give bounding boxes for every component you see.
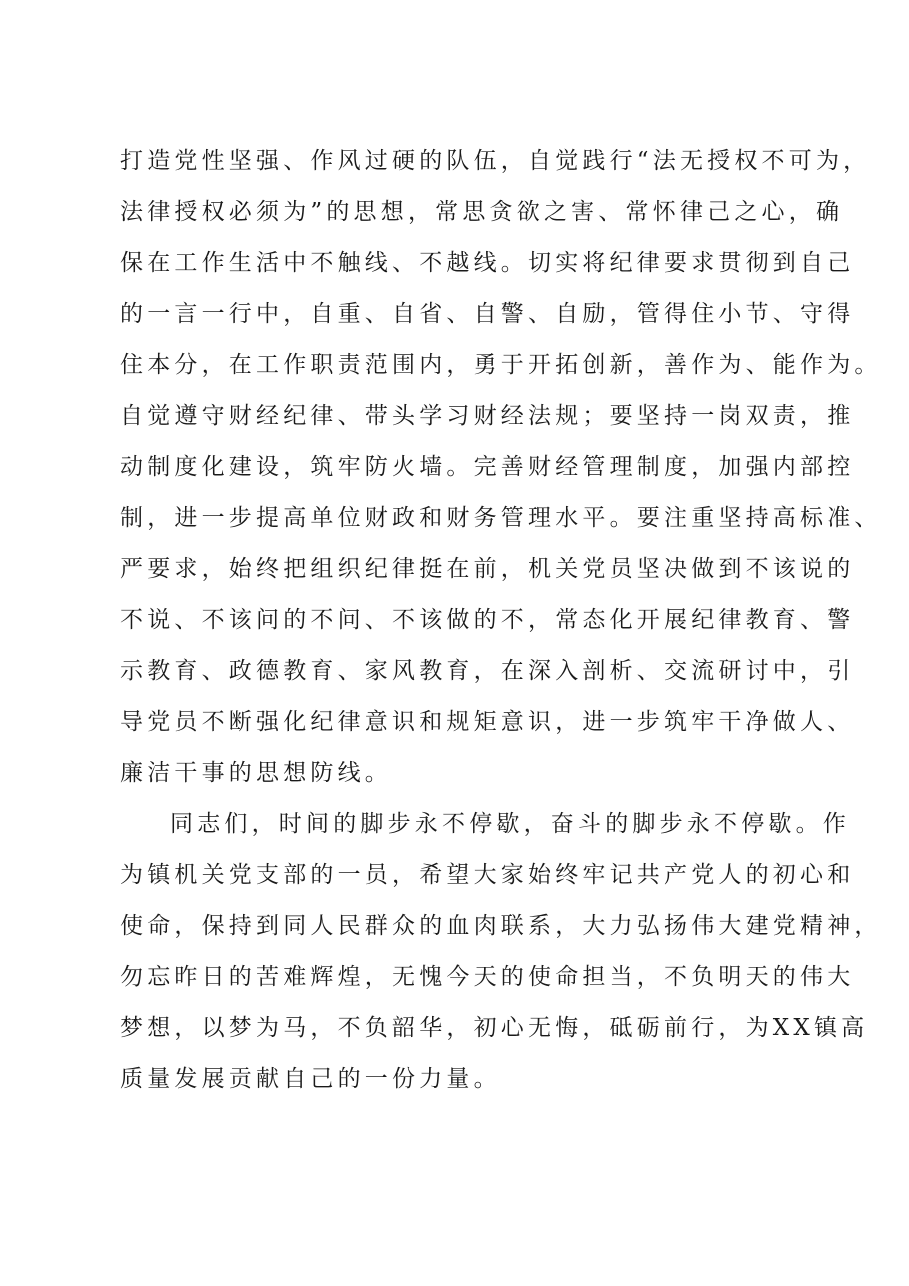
- paragraph-line: 法律授权必须为”的思想，常思贪欲之害、常怀律己之心，确: [120, 199, 844, 225]
- paragraph-line: 动制度化建设，筑牢防火墙。完善财经管理制度，加强内部控: [120, 454, 855, 480]
- paragraph-line: 质量发展贡献自己的一份力量。: [120, 1066, 501, 1092]
- paragraph-line: 梦想，以梦为马，不负韶华，初心无悔，砥砺前行，为XX镇高: [120, 1015, 869, 1041]
- paragraph-line: 的一言一行中，自重、自省、自警、自励，管得住小节、守得: [120, 301, 855, 327]
- document-body: [120, 136, 882, 1105]
- paragraph-line: 导党员不断强化纪律意识和规矩意识，进一步筑牢干净做人、: [120, 709, 855, 735]
- paragraph-line: 示教育、政德教育、家风教育，在深入剖析、交流研讨中，引: [120, 658, 855, 684]
- paragraph-line: 住本分，在工作职责范围内，勇于开拓创新，善作为、能作为。: [120, 352, 882, 378]
- paragraph-line: 勿忘昨日的苦难辉煌，无愧今天的使命担当，不负明天的伟大: [120, 964, 855, 990]
- paragraph-line: 打造党性坚强、作风过硬的队伍，自觉践行“法无授权不可为，: [120, 148, 871, 174]
- paragraph-line: 不说、不该问的不问、不该做的不，常态化开展纪律教育、警: [120, 607, 855, 633]
- paragraph-1: [120, 136, 882, 799]
- paragraph-line: 同志们，时间的脚步永不停歇，奋斗的脚步永不停歇。作: [170, 811, 850, 837]
- paragraph-line: 使命，保持到同人民群众的血肉联系，大力弘扬伟大建党精神，: [120, 913, 882, 939]
- paragraph-line: 保在工作生活中不触线、不越线。切实将纪律要求贯彻到自己: [120, 250, 855, 276]
- paragraph-2: [120, 799, 882, 1105]
- paragraph-line: 廉洁干事的思想防线。: [120, 760, 392, 786]
- paragraph-line: 制，进一步提高单位财政和财务管理水平。要注重坚持高标准、: [120, 505, 882, 531]
- paragraph-line: 为镇机关党支部的一员，希望大家始终牢记共产党人的初心和: [120, 862, 855, 888]
- paragraph-line: 严要求，始终把组织纪律挺在前，机关党员坚决做到不该说的: [120, 556, 855, 582]
- paragraph-line: 自觉遵守财经纪律、带头学习财经法规；要坚持一岗双责，推: [120, 403, 855, 429]
